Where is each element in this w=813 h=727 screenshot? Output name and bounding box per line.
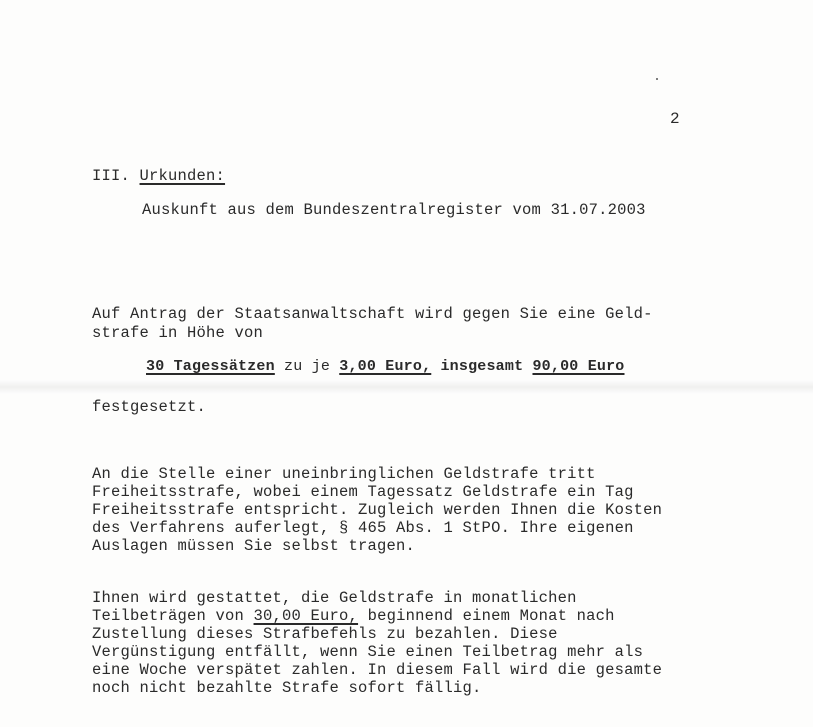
installment-suffix: beginnend einem Monat nach bbox=[358, 607, 615, 625]
penalty-total-label: insgesamt bbox=[431, 358, 533, 375]
substitute-line: Freiheitsstrafe, wobei einem Tagessatz Geldstrafe ein Tag bbox=[92, 483, 634, 501]
order-line-4: festgesetzt. bbox=[92, 398, 207, 416]
installment-line: noch nicht bezahlte Strafe sofort fällig. bbox=[92, 679, 482, 697]
substitute-line: Freiheitsstrafe entspricht. Zugleich werden Ihnen die Kosten bbox=[92, 501, 663, 519]
scan-fold-shadow bbox=[0, 380, 813, 394]
substitute-line: An die Stelle einer uneinbringlichen Geldstrafe tritt bbox=[92, 465, 596, 483]
order-line-2: strafe in Höhe von bbox=[92, 324, 264, 342]
penalty-daily-rate: 3,00 Euro, bbox=[339, 358, 432, 375]
section-title: Urkunden: bbox=[139, 167, 226, 185]
penalty-day-count: 30 Tagessätzen bbox=[146, 358, 275, 375]
penalty-connector: zu je bbox=[274, 358, 340, 375]
penalty-amount-line bbox=[146, 358, 625, 376]
substitute-line: des Verfahrens auferlegt, § 465 Abs. 1 StPO. Ihre eigenen bbox=[92, 519, 634, 537]
page-number: 2 bbox=[670, 110, 680, 128]
penalty-total: 90,00 Euro bbox=[532, 358, 625, 375]
installment-line: Ihnen wird gestattet, die Geldstrafe in monatlichen bbox=[92, 589, 577, 607]
section-item: Auskunft aus dem Bundeszentralregister vom 31.07.2003 bbox=[142, 201, 646, 219]
section-heading bbox=[92, 167, 225, 185]
installment-line: Vergünstigung entfällt, wenn Sie einen Teilbetrag mehr als bbox=[92, 643, 644, 661]
section-number: III. bbox=[92, 167, 131, 185]
installment-line: Zustellung dieses Strafbefehls zu bezahlen. Diese bbox=[92, 625, 558, 643]
installment-line-amount bbox=[92, 607, 615, 625]
installment-line: eine Woche verspätet zahlen. In diesem Fall wird die gesamte bbox=[92, 661, 663, 679]
installment-amount: 30,00 Euro, bbox=[253, 607, 359, 625]
installment-prefix: Teilbeträgen von bbox=[92, 607, 254, 625]
substitute-line: Auslagen müssen Sie selbst tragen. bbox=[92, 537, 416, 555]
scan-speck bbox=[656, 78, 658, 80]
order-line-1: Auf Antrag der Staatsanwaltschaft wird gegen Sie eine Geld- bbox=[92, 305, 653, 323]
